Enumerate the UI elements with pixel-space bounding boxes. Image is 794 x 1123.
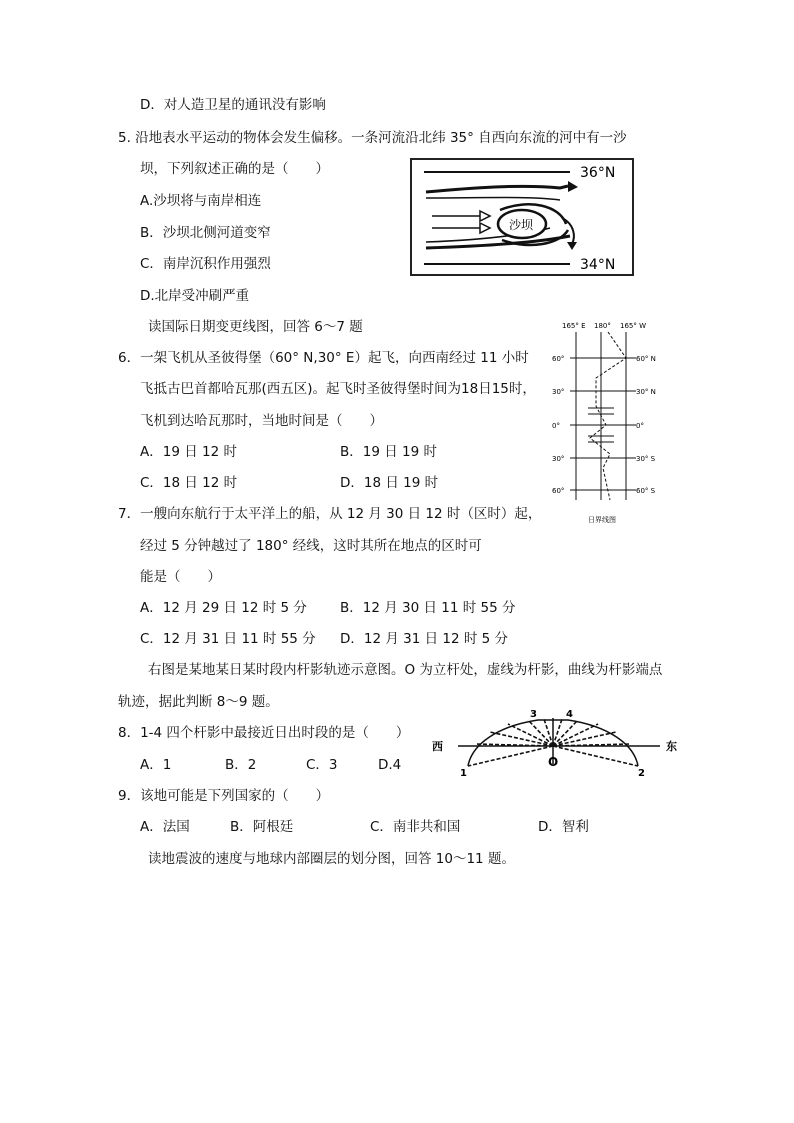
svg-text:30°: 30° bbox=[552, 455, 565, 463]
q9-stem: 9．该地可能是下列国家的（ ） bbox=[118, 788, 330, 804]
lat-north-label: 36°N bbox=[580, 165, 616, 181]
q9-option-a: A．法国 bbox=[140, 819, 190, 835]
q7-option-b: B．12 月 30 日 11 时 55 分 bbox=[340, 600, 516, 616]
shadow-track-figure bbox=[428, 704, 684, 780]
svg-text:60° N: 60° N bbox=[636, 355, 656, 363]
q8-option-b: B．2 bbox=[225, 757, 257, 773]
q6-option-c: C．18 日 12 时 bbox=[140, 475, 238, 491]
q7-option-a: A．12 月 29 日 12 时 5 分 bbox=[140, 600, 307, 616]
q5-option-b: B．沙坝北侧河道变窄 bbox=[140, 225, 271, 241]
date-line-path bbox=[590, 332, 626, 500]
q8-option-d: D.4 bbox=[378, 757, 402, 773]
lon-180-label: 180° bbox=[594, 322, 611, 330]
q4-option-d: D．对人造卫星的通讯没有影响 bbox=[140, 97, 326, 113]
q5-stem-line2: 坝，下列叙述正确的是（ ） bbox=[140, 161, 329, 177]
q5-option-c: C．南岸沉积作用强烈 bbox=[140, 256, 271, 272]
q6-option-b: B．19 日 19 时 bbox=[340, 444, 437, 460]
west-label: 西 bbox=[432, 740, 443, 753]
dateline-caption: 日界线图 bbox=[588, 516, 616, 524]
q9-option-d: D．智利 bbox=[538, 819, 589, 835]
intro-6-7: 读国际日期变更线图，回答 6～7 题 bbox=[148, 319, 363, 335]
intro-10-11: 读地震波的速度与地球内部圈层的划分图，回答 10～11 题。 bbox=[148, 851, 515, 867]
dateline-figure bbox=[548, 318, 668, 528]
q8-option-c: C．3 bbox=[306, 757, 338, 773]
lat-south-label: 34°N bbox=[580, 257, 616, 273]
q6-stem-line1: 6．一架飞机从圣彼得堡（60° N,30° E）起飞，向西南经过 11 小时 bbox=[118, 350, 529, 366]
svg-text:30° S: 30° S bbox=[636, 455, 656, 463]
mark-4: 4 bbox=[566, 709, 573, 720]
q9-option-c: C．南非共和国 bbox=[370, 819, 461, 835]
intro-8-9-line2: 轨迹，据此判断 8～9 题。 bbox=[118, 694, 279, 710]
q5-option-a: A.沙坝将与南岸相连 bbox=[140, 193, 262, 209]
svg-text:60° S: 60° S bbox=[636, 487, 656, 495]
q5-stem-line1: 5. 沿地表水平运动的物体会发生偏移。一条河流沿北纬 35° 自西向东流的河中有一沙 bbox=[118, 130, 627, 146]
intro-8-9-line1: 右图是某地某日某时段内杆影轨迹示意图。O 为立杆处，虚线为杆影，曲线为杆影端点 bbox=[148, 662, 663, 678]
q9-option-b: B．阿根廷 bbox=[230, 819, 294, 835]
mark-1: 1 bbox=[460, 768, 467, 779]
lon-165e-label: 165° E bbox=[562, 322, 586, 330]
origin-label: O bbox=[548, 755, 559, 769]
east-label: 东 bbox=[666, 740, 677, 753]
river-sandbar-figure bbox=[410, 158, 634, 276]
q7-option-d: D．12 月 31 日 12 时 5 分 bbox=[340, 631, 509, 647]
q6-option-a: A．19 日 12 时 bbox=[140, 444, 237, 460]
q6-stem-line2: 飞抵古巴首都哈瓦那(西五区)。起飞时圣彼得堡时间为18日15时， bbox=[140, 381, 536, 397]
svg-text:30° N: 30° N bbox=[636, 388, 656, 396]
svg-text:0°: 0° bbox=[636, 422, 644, 430]
q6-option-d: D．18 日 19 时 bbox=[340, 475, 439, 491]
mark-3: 3 bbox=[530, 709, 537, 720]
q7-stem-line2: 经过 5 分钟越过了 180° 经线，这时其所在地点的区时可 bbox=[140, 538, 482, 554]
q8-option-a: A．1 bbox=[140, 757, 172, 773]
svg-text:0°: 0° bbox=[552, 422, 560, 430]
mark-2: 2 bbox=[638, 768, 645, 779]
svg-text:60°: 60° bbox=[552, 355, 565, 363]
q8-stem: 8．1-4 四个杆影中最接近日出时段的是（ ） bbox=[118, 725, 410, 741]
q7-option-c: C．12 月 31 日 11 时 55 分 bbox=[140, 631, 316, 647]
svg-text:60°: 60° bbox=[552, 487, 565, 495]
sandbar-label: 沙坝 bbox=[509, 218, 534, 232]
q7-stem-line1: 7．一艘向东航行于太平洋上的船，从 12 月 30 日 12 时（区时）起， bbox=[118, 506, 542, 522]
q7-stem-line3: 能是（ ） bbox=[140, 569, 221, 585]
q5-option-d: D.北岸受冲刷严重 bbox=[140, 288, 250, 304]
lon-165w-label: 165° W bbox=[620, 322, 647, 330]
q6-stem-line3: 飞机到达哈瓦那时，当地时间是（ ） bbox=[140, 413, 383, 429]
svg-text:30°: 30° bbox=[552, 388, 565, 396]
